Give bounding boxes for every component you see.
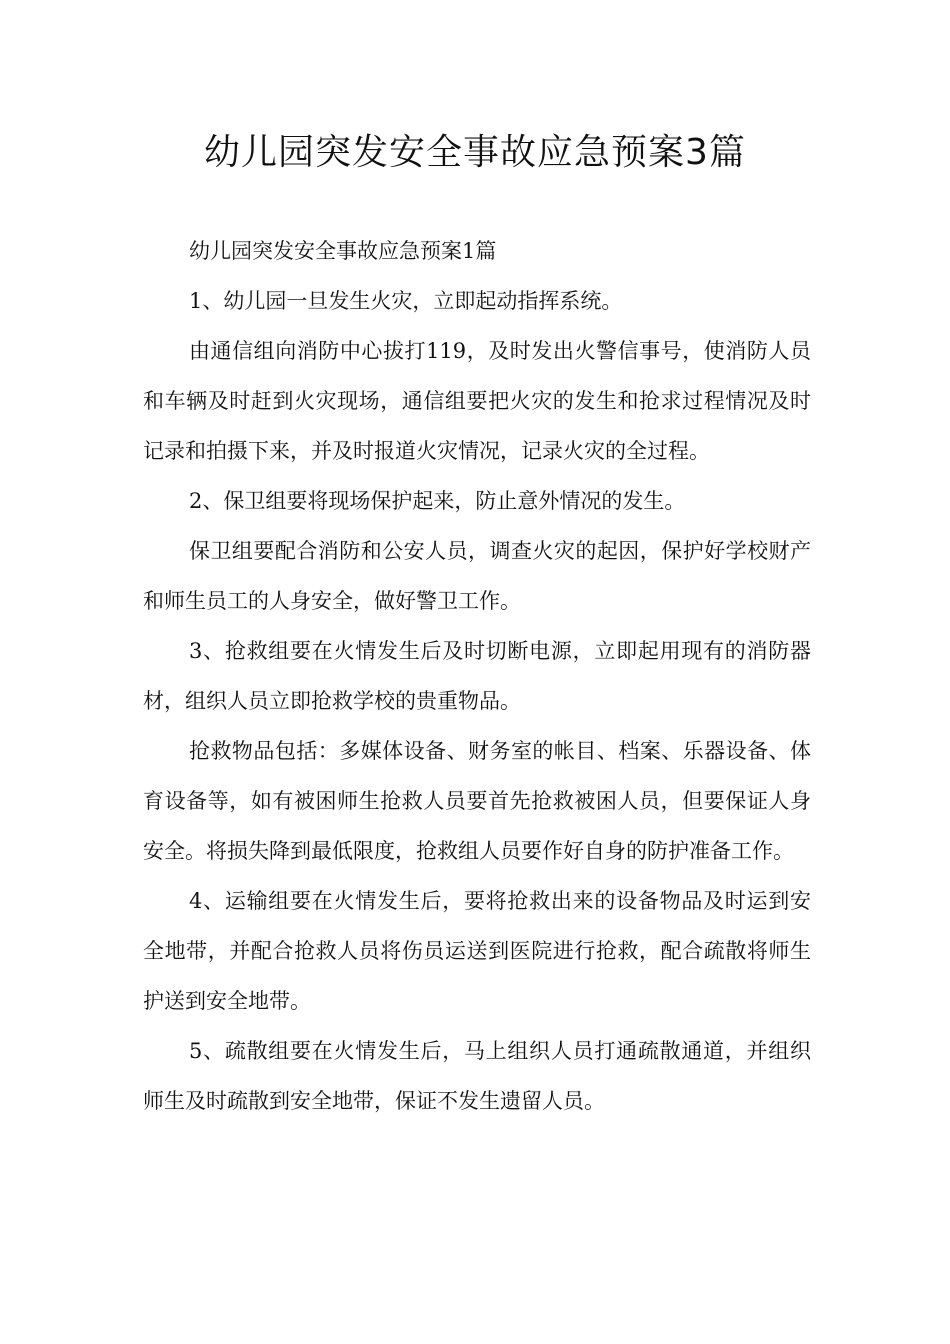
- paragraph-item-5: 5、疏散组要在火情发生后，马上组织人员打通疏散通道，并组织师生及时疏散到安全地带，保证不发生遗留人员。: [143, 1039, 811, 1113]
- paragraph-detail-1: 由通信组向消防中心拔打119，及时发出火警信事号，使消防人员和车辆及时赶到火灾现场，通信组要把火灾的发生和抢求过程情况及时记录和拍摄下来，并及时报道火灾情况，记录火灾的全过程。: [143, 339, 811, 463]
- paragraph-detail-3: 抢救物品包括：多媒体设备、财务室的帐目、档案、乐器设备、体育设备等，如有被困师生抢救人员要首先抢救被困人员，但要保证人身安全。将损失降到最低限度，抢救组人员要作好自身的防护准备工作。: [143, 739, 811, 863]
- paragraph-item-2: 2、保卫组要将现场保护起来，防止意外情况的发生。: [189, 489, 686, 513]
- document-title: 幼儿园突发安全事故应急预案3篇: [204, 132, 746, 173]
- paragraph-item-3: 3、抢救组要在火情发生后及时切断电源，立即起用现有的消防器材，组织人员立即抢救学校的贵重物品。: [143, 639, 811, 713]
- paragraph-item-4: 4、运输组要在火情发生后，要将抢救出来的设备物品及时运到安全地带，并配合抢救人员将伤员运送到医院进行抢救，配合疏散将师生护送到安全地带。: [143, 889, 811, 1013]
- document-body: [143, 226, 811, 1126]
- section-heading: 幼儿园突发安全事故应急预案1篇: [189, 239, 497, 263]
- paragraph-item-1: 1、幼儿园一旦发生火灾，立即起动指挥系统。: [189, 289, 623, 313]
- paragraph-detail-2: 保卫组要配合消防和公安人员，调查火灾的起因，保护好学校财产和师生员工的人身安全，做好警卫工作。: [143, 539, 811, 613]
